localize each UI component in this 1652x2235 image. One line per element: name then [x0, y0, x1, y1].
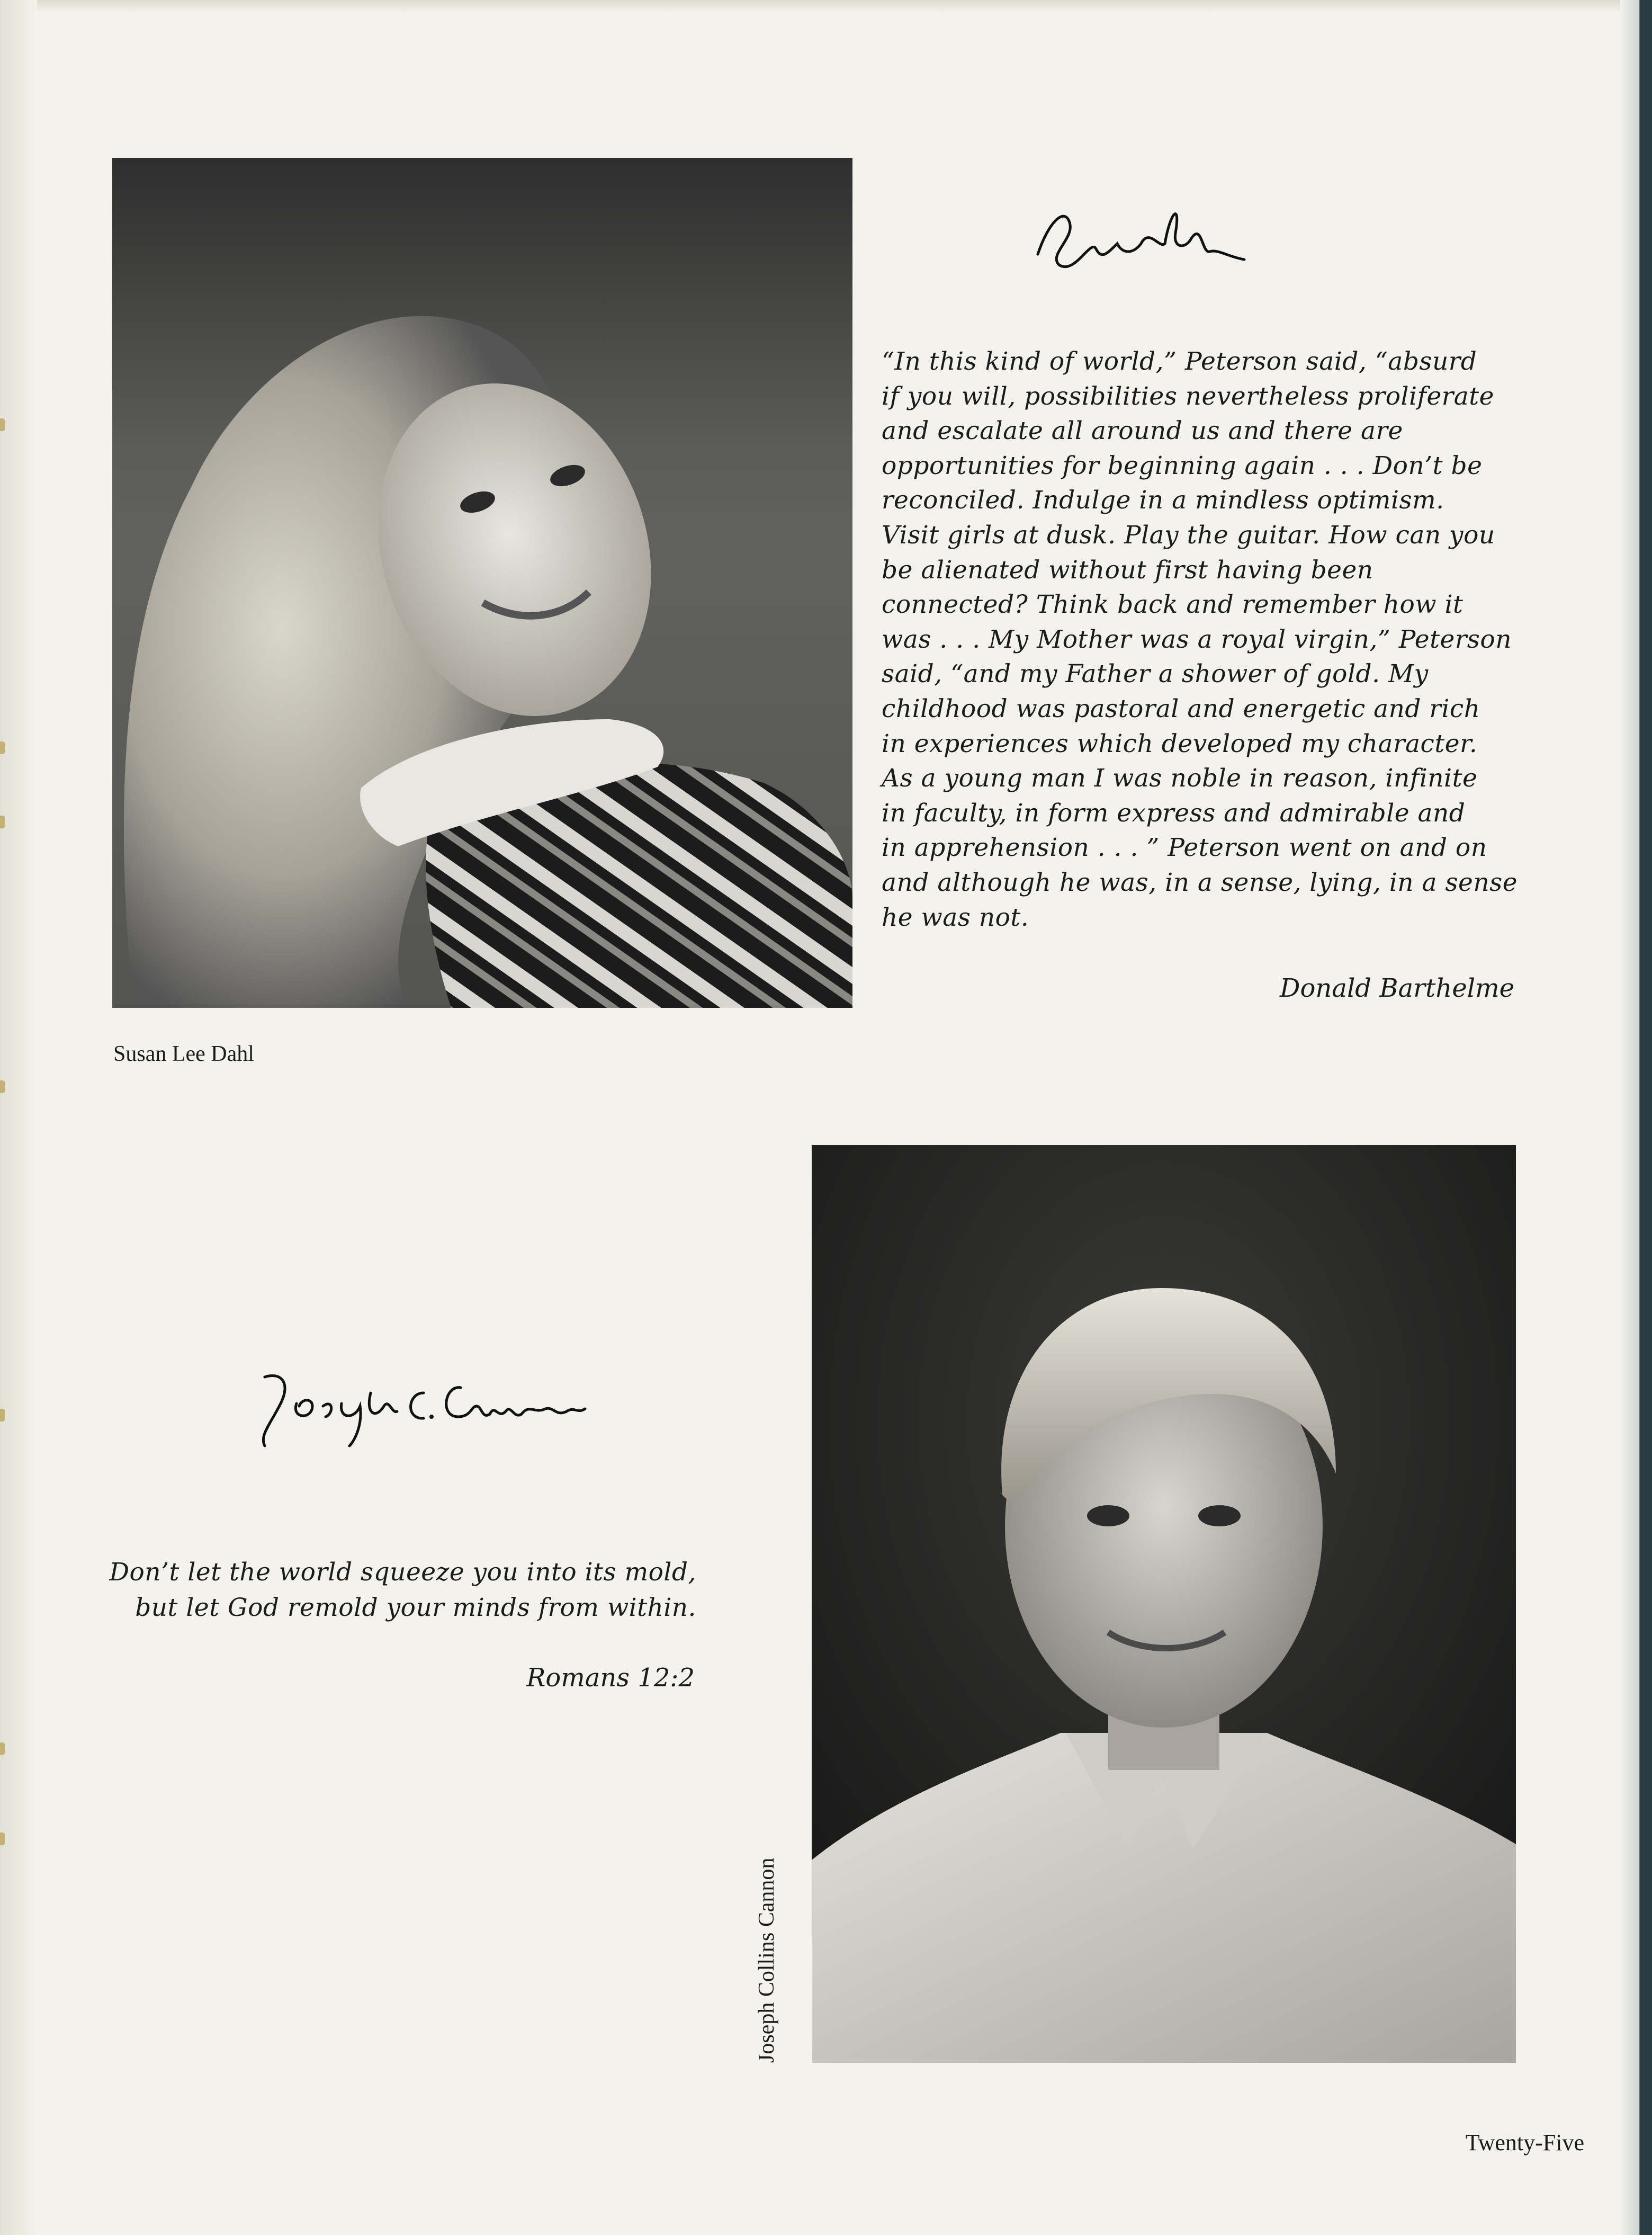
margin-mark [0, 741, 5, 754]
photo-caption-joseph: Joseph Collins Cannon [755, 1857, 779, 2063]
photo-caption-susan: Susan Lee Dahl [113, 1042, 254, 1066]
margin-mark [0, 418, 5, 431]
quote-barthelme: “In this kind of world,” Peterson said, “absurd if you will, possibilities nevertheless proliferate and escalate all around us and there are opportunities for beginning again . . . Don’t be reconciled. Indulge in a mindless optimism. Visit girls at dusk. Play the guitar. How can you be alienated without first having been connected? Think back and remember how it was . . . My Mother was a royal virgin,” Peterson said, “and my Father a shower of gold. My childhood was pastoral and energetic and rich in experiences which developed my character. As a young man I was noble in reason, infinite in faculty, in form express and admirable and in apprehension . . . ” Peterson went on and on and although he was, in a sense, lying, in a sense he was not. [882, 347, 1518, 932]
page-top-edge [0, 0, 1652, 13]
portrait-photo-susan [112, 158, 852, 1008]
page-number: Twenty-Five [1465, 2130, 1584, 2156]
signature-joseph-cannon [249, 1356, 588, 1451]
quote-attribution-romans: Romans 12:2 [526, 1663, 695, 1693]
page-right-edge [1620, 0, 1652, 2235]
margin-mark [0, 1832, 5, 1845]
portrait-photo-joseph [812, 1145, 1516, 2063]
quote-attribution-barthelme: Donald Barthelme [1280, 973, 1514, 1003]
page-binding-edge [0, 0, 37, 2235]
quote-romans: Don’t let the world squeeze you into its mold, but let God remold your minds from within. [109, 1558, 696, 1622]
signature-sue-lee [1027, 191, 1250, 275]
margin-mark [0, 1409, 5, 1422]
margin-mark [0, 1080, 5, 1093]
margin-mark [0, 816, 5, 828]
margin-mark [0, 1742, 5, 1755]
